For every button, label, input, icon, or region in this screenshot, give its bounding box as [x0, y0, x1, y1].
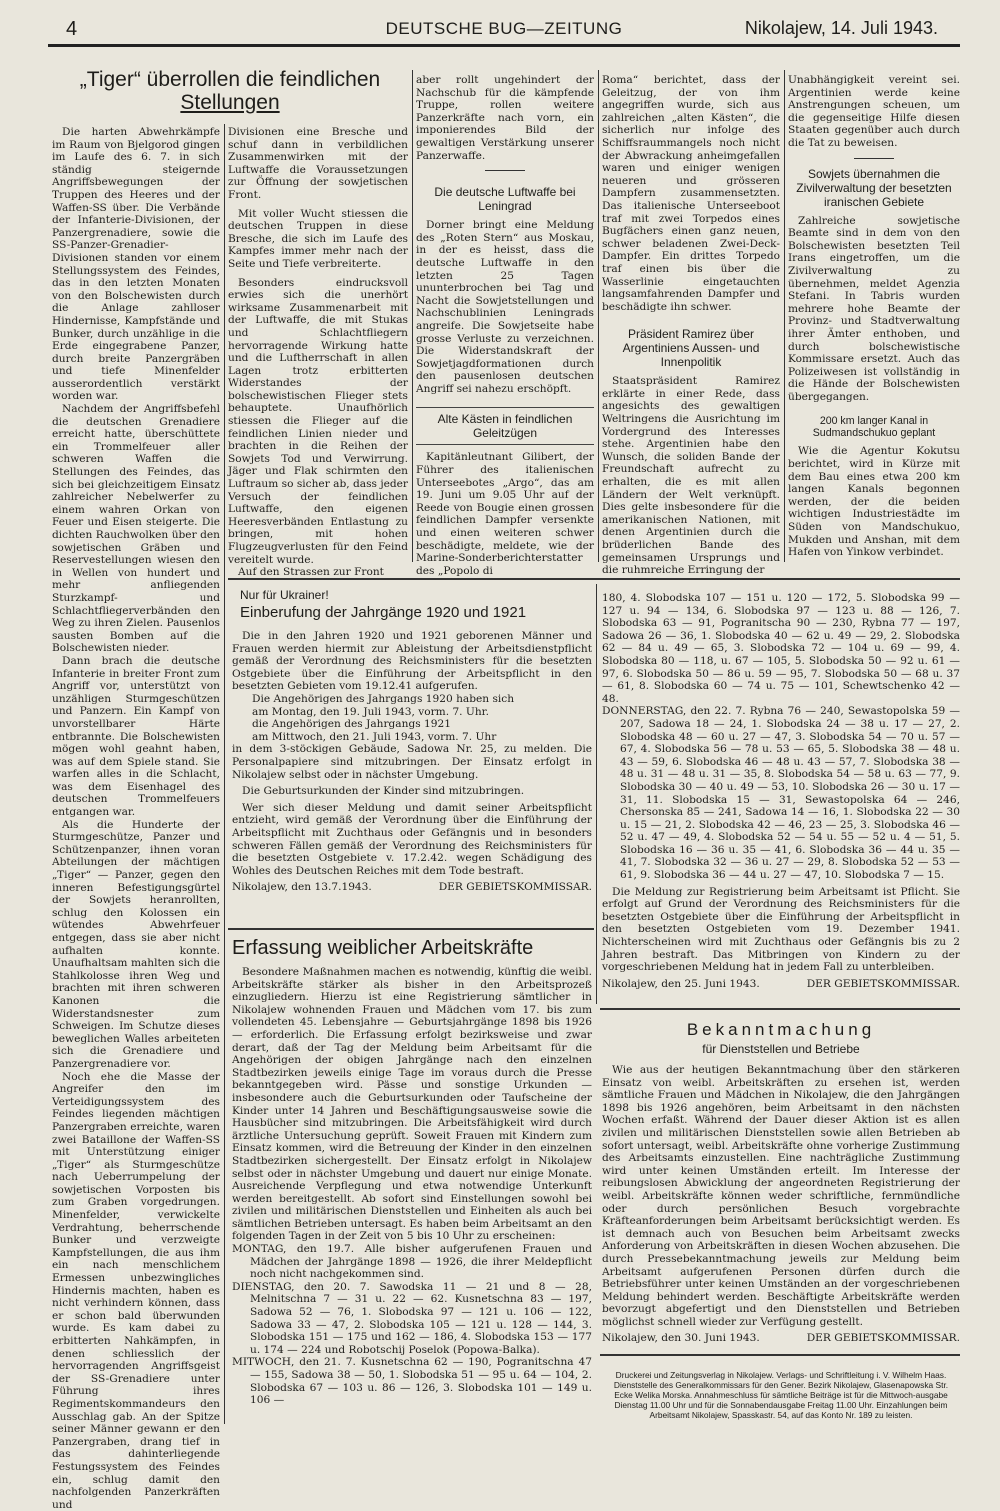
einberufung-text: Die Angehörigen des Jahrgangs 1920 haben sich [252, 692, 515, 705]
dateline: Nikolajew, 14. Juli 1943. [744, 18, 938, 38]
kanal-headline: 200 km langer Kanal in Sudmandschukuo geplant [812, 415, 936, 440]
column-five [788, 74, 960, 562]
bekanntmachung-signature-block [602, 1332, 960, 1344]
argo-end-paragraph: Roma“ berichtet, dass der Geleitzug, der von ihm angegriffen wurde, sich aus zahlreichen „alten Kästen“, die sicherlich nur infolge des Schiffsraummangels noch nicht der Abwrackung anheimgefallen waren und einiger wenigen neueren und grösseren Dampfern zusammensetzten. Das italienische Unterseeboot traf mit zwei Torpedos eines Bugfächers einen ganz neuen, schwer beladenen Zwei-Deck-Dampfer. Ein drittes Torpedo traf einen bis über die Wasserlinie eingetauchten langsamfahrenden Dampfer und beschädigte ihn schwer. [602, 74, 780, 313]
einberufung-text: in dem 3-stöckigen Gebäude, Sadowa Nr. 25, zu melden. Die Personalpapiere sind mitzubringen. Der Einsatz erfolgt in Nikolajew selbst oder in nächster Umgebung. [232, 743, 592, 781]
erfassung-notice [232, 936, 592, 1426]
masthead [48, 16, 960, 42]
tiger-paragraph: Divisionen eine Bresche und schuf dann in verbildlichen Zusammenwirken mit der Luftwaffe die Voraussetzungen zur Öffnung der sowjetischen Front. [228, 126, 408, 201]
einberufung-kicker: Nur für Ukrainer! [240, 588, 329, 602]
signature: DER GEBIETSKOMMISSAR. [806, 977, 960, 990]
section-rule [600, 1008, 960, 1010]
column-three [416, 74, 594, 577]
erfassung-text: Besondere Maßnahmen machen es notwendig, künftig die weibl. Arbeitskräfte stärker als bisher in den Arbeitsprozeß einzugliedern. Hierzu ist eine Registrierung sämtlicher in Nikolajew wohnenden Frauen und Mädchen vom 17. bis zum vollendeten 45. Lebensjahre — Geburtsjahrgänge 1898 bis 1926 — erforderlich. Die Erfassung erfolgt bezirksweise und zwar derart, daß der Tag der Meldung beim Arbeitsamt für die Angehörigen der obigen Jahrgänge nach den einzelnen Stadtbezirken jeweils einige Tage im voraus durch die Presse bekanntgegeben wird. Pässe und sonstige Urkunden — insbesondere auch die Geburtsurkunden oder Taufscheine der Kinder unter 14 Jahren und Beschäftigungsausweise sowie die Hausbücher sind mitzubringen. Die Arbeitsfähigkeit wird durch ärztliche Untersuchung geprüft. Soweit Frauen mit Kindern zum Einsatz kommen, wird die Betreuung der Kinder in den einzelnen Stadtbezirken sichergestellt. Der Einsatz erfolgt in Nikolajew selbst oder in nächster Umgebung und dauert nur einige Monate. Ausreichende Verpflegung und etwa notwendige Unterkunft werden bereitgestellt. Ab sofort sind Einstellungen sowohl bei zivilen und militärischen Dienststellen und Einheiten als auch bei sämtlichen Betrieben untersagt. Es haben beim Arbeitsamt an den folgenden Tagen in der Zeit von 5 bis 10 Uhr zu erscheinen: [232, 966, 592, 1243]
tiger-paragraph: Mit voller Wucht stiessen die deutschen Truppen in diese Bresche, die sich im Laufe des Kampfes immer mehr nach der Seite und Tiefe verbreiterte. [228, 207, 408, 270]
imprint-text: Druckerei und Zeitungsverlag in Nikolajew. Verlags- und Schriftleitung i. V. Wilhelm Haas. Dienststelle des Generalkommissars für den Gener. Bezirk Nikolajew, Glasenapowska Str. Ecke Welika Morska. Annahmeschluss für sämtliche Beiträge ist für die Mittwoch-ausgabe Dienstag 11.00 Uhr und für die Sonnabendausgabe Freitag 11.00 Uhr. Einzahlungen beim Arbeitsamt Nikolajew, Spasskastr. 54, auf das Konto Nr. 189 zu leisten. [613, 1370, 949, 1421]
separator [854, 158, 894, 159]
place-date: Nikolajew, den 30. Juni 1943. [602, 1332, 760, 1345]
tiger-paragraph: Die harten Abwehrkämpfe im Raum von Bjelgorod gingen im Laufe des 6. 7. in sich ständig steigernde Angriffsbewegungen der Truppen des Heeres und der Waffen-SS über. Die Verbände der Infanterie-Divisionen, der Panzergrenadiere, sowie die SS-Panzer-Grenadier-Divisionen standen vor einem Stellungssystem des Feindes, das in den letzten Monaten von den Bolschewisten durch die Anlage zahlloser Hindernisse, Kampfstände und Bunker, durch unzählige in die Erde eingegrabene Panzer, durch breite Panzergräben und tiefe Minenfelder ausserordentlich verstärkt worden war. [52, 126, 220, 403]
einberufung-text: Die Geburtsurkunden der Kinder sind mitzubringen. [242, 785, 525, 798]
place-date: Nikolajew, den 25. Juni 1943. [602, 977, 760, 990]
einberufung-text: die Angehörigen des Jahrgangs 1921 [252, 718, 451, 731]
tiger-end-paragraph: aber rollt ungehindert der Nachschub für die kämpfende Truppe, rollen weitere Panzerkräfte nach vorn, ein imponierendes Bild der gewaltigen Verstärkung unserer Panzerwaffe. [416, 74, 594, 162]
tiger-headline [52, 68, 408, 122]
tiger-paragraph: Nachdem der Angriffsbefehl die deutschen Grenadiere erreicht hatte, überschüttete ein Trommelfeuer aller schweren Waffen die Stellungen des Feindes, das sich bei gleichzeitigem Einsatz zahlreicher Nebelwerfer zu einem wahren Orkan von Feuer und Eisen steigerte. Die dichten Rauchwolken über den sowjetischen Gräben und Reservestellungen wiesen den in Wellen von hundert und mehr anfliegenden Sturzkampf- und Schlachtfliegerverbänden den Weg zu ihren Zielen. Pausenlos sausten Bomben auf die Bolschewisten nieder. [52, 403, 220, 655]
kaesten-text: Kapitänleutnant Gilibert, der Führer des italienischen Unterseebotes „Argo“, das am 19. Juni um 9.05 Uhr auf der Reede von Bougie einen grossen feindlichen Dampfer versenkte und einen weiteren schwer beschädigte, meldete, wie der Marine-Sonderberichterstatter des „Popolo di [416, 451, 594, 577]
masthead-rule [48, 44, 960, 47]
iran-headline: Sowjets übernahmen die Zivilverwaltung der besetzten iranischen Gebiete [796, 166, 952, 209]
column-divider [224, 124, 225, 1424]
separator [485, 170, 525, 171]
tiger-paragraph: Besonders eindrucksvoll erwies sich die unerhört wirksame Zusammenarbeit mit der Luftwaffe, die mit Stukas und Schlachtfliegern hervorragende Wirkung hatte und die Luftherrschaft in allen Lagen trotz erbitterten Widerstandes der bolschewistischen Flieger stets behauptete. Unaufhörlich stiessen die Flieger auf die feindlichen Linien nieder und brachten in die Reihen der Sowjets Tod und Verwirrung. Jäger und Flak schirmten den Luftraum so sicher ab, dass jeder Versuch der feindlichen Luftwaffe, den eigenen Heeresverbänden Entlastung zu bringen, mit hohen Flugzeugverlusten für den Feind vereitelt wurde. [228, 276, 408, 566]
column-divider [598, 70, 599, 562]
bekanntmachung-notice [602, 1020, 960, 1346]
einberufung-signature-block [232, 881, 592, 893]
einberufung-title: Einberufung der Jahrgänge 1920 und 1921 [240, 604, 527, 621]
einberufung-text: am Montag, den 19. Juli 1943, vorm. 7. Uhr. [252, 705, 489, 718]
erfassung-montag: MONTAG, den 19.7. Alle bisher aufgerufenen Frauen und Mädchen der Jahrgänge 1898 — 1926, die ihrer Meldepflicht noch nicht nachgekommen sind. [232, 1243, 592, 1281]
einberufung-notice [232, 588, 592, 924]
tiger-continued-column [228, 126, 408, 579]
erfassung-mittwoch: MITWOCH, den 21. 7. Kusnetschna 62 — 190, Pogranitschna 47 — 155, Sadowa 38 — 50, 1. Slobodska 51 — 95 u. 64 — 104, 2. Slobodska 67 — 103 u. 86 — 126, 3. Slobodska 101 — 149 u. 106 — [232, 1356, 592, 1407]
schedule-signature-block [602, 978, 960, 990]
ramirez-text: Staatspräsident Ramirez erklärte in einer Rede, dass angesichts des gewaltigen Weltringens die Ausrichtung im Vordergrund des Interesses stehe. Argentinien habe den Wunsch, die soliden Bande der Freundschaft aufrecht zu erhalten, die es mit allen Ländern der Welt verknüpft. Dies gelte insbesondere für die amerikanischen Nationen, mit denen Argentinien durch die brüderlichen Bande des gemeinsamen Ursprungs und die ruhmreiche Erringung der [602, 375, 780, 577]
schedule-donnerstag: DONNERSTAG, den 22. 7. Rybna 76 — 240, Sewastopolska 59 — 207, Sadowa 18 — 24, 1. Slobodska 24 — 38 u. 17 — 27, 2. Slobodska 48 — 60 u. 27 — 47, 3. Slobodska 54 — 70 u. 57 — 67, 4. Slobodska 56 — 78 u. 53 — 65, 5. Slobodska 38 — 48 u. 43 — 59, 6. Slobodska 46 — 48 u. 43 — 57, 7. Slobodska 38 — 48 u. 31 — 48 u. 31 — 35, 8. Slobodska 54 — 58 u. 63 — 77, 9. Slobodska 30 — 40 u. 49 — 53, 10. Slobodska 26 — 30 u. 17 — 31, 11. Slobodska 15 — 31, Sewastopolska 64 — 246, Chersonska 85 — 241, Sadowa 14 — 16, 1. Slobodska 22 — 30 u. 15 — 21, 2. Slobodska 42 — 46, 23 — 25, 3. Slobodska 46 — 52 u. 47 — 49, 4. Slobodska 52 — 54 u. 55 — 52 u. 4 — 51, 5. Slobodska 16 — 36 u. 35 — 41, 6. Slobodska 36 — 44 u. 35 — 41, 7. Slobodska 32 — 36 u. 27 — 29, 8. Slobodska 52 — 53 — 61, 9. Slobodska 36 — 44 u. 27 — 47, 10. Slobodska 7 — 15. [602, 705, 960, 882]
tiger-paragraph: Auf den Strassen zur Front [238, 566, 384, 579]
column-divider [784, 70, 785, 562]
luftwaffe-text: Dorner bringt eine Meldung des „Roten Stern“ aus Moskau, in der es heisst, dass die deutsche Luftwaffe in den letzten 25 Tagen ununterbrochen bei Tag und Nacht die Sowjetstellungen und Nachschublinien Leningrads angreife. Die Sowjetseite habe grosse Verluste zu verzeichnen. Die Widerstandskraft der Sowjetjagdformationen durch den pausenlosen deutschen Angriff sei nahezu erschöpft. [416, 219, 594, 395]
bekanntmachung-title: Bekanntmachung [686, 1020, 876, 1039]
tiger-title-line2: Stellungen [180, 91, 280, 114]
tiger-paragraph: Als die Hunderte der Sturmgeschütze, Panzer und Schützenpanzer, ihnen voran Abteilungen der mächtigen „Tiger“ — Panzer, gegen den inneren Befestigungsgürtel der Sowjets heranrollten, schlug den Kolossen ein wütendes Abwehrfeuer entgegen, dass sie aber nicht aufhalten konnte. Unaufhaltsam mahlten sich die Stahlkolosse ihren Weg und brachten mit ihren schweren Kanonen die Widerstandsnester zum Schweigen. Im Schutze dieses beweglichen Walles arbeiteten sich die Grenadiere und Panzergrenadiere vor. [52, 818, 220, 1070]
column-divider [596, 584, 597, 1004]
erfassung-title: Erfassung weiblicher Arbeitskräfte [232, 937, 534, 959]
tiger-paragraph: Dann brach die deutsche Infanterie in breiter Front zum Angriff vor, unterstützt von unzähligen Sturmgeschützen und Panzern. Ein Kampf von unvorstellbarer Härte entbrannte. Die Bolschewisten mögen wohl geahnt haben, was auf dem Spiele stand. Sie warfen alles in die Schlacht, was dem Eisenhagel des deutschen Trommelfeuers entgangen war. [52, 654, 220, 819]
imprint [604, 1362, 958, 1434]
ramirez-end-paragraph: Unabhängigkeit vereint sei. Argentinien werde keine Anstrengungen scheuen, um die gegenseitige Hilfe diesen Staaten gegenüber auch durch die Tat zu beweisen. [788, 74, 960, 149]
section-rule [228, 578, 960, 580]
tiger-paragraph: Noch ehe die Masse der Angreifer den im Verteidigungssystem des Feindes liegenden mächtigen Panzergraben erreichte, waren zwei Bataillone der Waffen-SS mit Unterstützung einiger „Tiger“ als Sturmgeschütze nach Ueberrumpelung der sowjetischen Vorposten bis zum Graben vorgedrungen. Minenfelder, verwickelte Verdrahtung, beherrschende Bunker und verzweigte Kampfstellungen, die aus ihm ein nach menschlichem Ermessen unbezwingliches Hindernis machten, haben es nicht verhindern können, dass er schon bald überwunden wurde. Es kam dabei zu erbitterten Nahkämpfen, in denen schliesslich der hervorragenden Angriffsgeist der SS-Grenadiere unter Führung ihres Regimentskommandeurs den Ausschlag gab. An der Spitze seiner Männer gewann er den Panzergraben, drang tief in das dahinterliegende Festungssystem des Feindes ein, schlug damit den nachfolgenden Panzerkräften und [52, 1070, 220, 1511]
bekanntmachung-text: Wie aus der heutigen Bekanntmachung über den stärkeren Einsatz von weibl. Arbeitskräften zu ersehen ist, werden sämtliche Frauen und Mädchen in Nikolajew, die den Jahrgängen 1898 bis 1926 angehören, beim Arbeitsamt in den nächsten Wochen erfaßt. Während der Dauer dieser Aktion ist es allen zivilen und militärischen Dienststellen sowie allen Betrieben ab sofort untersagt, weibl. Arbeitskräfte ohne vorherige Zustimmung des Arbeitsamts einzustellen. Eine nachträgliche Zustimmung wird unter keinen Umständen erteilt. Im Interesse der reibungslosen Abwicklung der angeordneten Registrierung der weibl. Arbeitskräfte können weder schriftliche, fernmündliche oder durch persönlichen Besuch vorgebrachte Kräfteanforderungen beim Arbeitsamt berücksichtigt werden. Es ist demnach auch von Besuchen beim Arbeitsamt zwecks Anforderung von Arbeitskräften in diesen Wochen abzusehen. Die durch Pressebekanntmachung jeweils zur Meldung beim Arbeitsamt aufgerufenen Personen dürfen durch die Betriebsführer unter keinen Umständen an der vorgeschriebenen Meldung behindert werden. Beschäftigte Arbeitskräfte werden bevorzugt abgefertigt und den Dienststellen und Betrieben möglichst schnell wieder zur Verfügung gestellt. [602, 1064, 960, 1328]
signature: DER GEBIETSKOMMISSAR. [806, 1332, 960, 1345]
einberufung-text: Wer sich dieser Meldung und damit seiner Arbeitspflicht entzieht, wird gemäß der Verordnung über die Einführung der Arbeitspflicht mit Zuchthaus oder Gefängnis und in besonders schweren Fällen gemäß der Verordnung des Reichsministers für die besetzten Ostgebiete v. 17.2.42. wegen Schädigung des Wohles des Deutschen Reiches mit dem Tode bestraft. [232, 801, 592, 877]
signature: DER GEBIETSKOMMISSAR. [438, 881, 592, 894]
erfassung-dienstag: DIENSTAG, den 20. 7. Sawodska 11 — 21 und 8 — 28, Melnitschna 7 — 31 u. 22 — 62. Kusnetschna 83 — 197, Sadowa 52 — 76, 1. Slobodska 97 — 121 u. 106 — 122, Sadowa 33 — 47, 2. Slobodska 105 — 121 u. 128 — 144, 3. Slobodska 151 — 175 und 162 — 186, 4. Slobodska 153 — 177 u. 174 — 224 und Robotschij Poselok (Popowa-Balka). [232, 1280, 592, 1356]
einberufung-text: Die in den Jahren 1920 und 1921 geborenen Männer und Frauen werden hiermit zur Ableistung der Arbeitsdienstpflicht gemäß der Verordnung des Reichsministers für die besetzten Ostgebiete über die Einführung der Arbeitspflicht in den besetzten Gebieten vom 19.12.41 aufgerufen. [232, 630, 592, 693]
schedule-text: 180, 4. Slobodska 107 — 151 u. 120 — 172, 5. Slobodska 99 — 127 u. 94 — 134, 6. Slobodska 97 — 123 u. 88 — 126, 7. Slobodska 63 — 91, Pogranitscha 90 — 230, Rybna 77 — 197, Sadowa 26 — 36, 1. Slobodska 40 — 62 u. 49 — 29, 2. Slobodska 62 — 84 u. 49 — 65, 3. Slobodska 72 — 104 u. 69 — 99, 4. Slobodska 80 — 118, u. 67 — 105, 5. Slobodska 50 — 92 u. 61 — 97, 6. Slobodska 50 — 86 u. 59 — 95, 7. Slobodska 50 — 68 u. 37 — 61, 8. Slobodska 60 — 74 u. 75 — 101, Schewtschenko 42 — 48. [602, 592, 960, 705]
page-number: 4 [66, 18, 78, 40]
luftwaffe-headline: Die deutsche Luftwaffe bei Leningrad [434, 185, 576, 214]
kaesten-headline: Alte Kästen in feindlichen Geleitzügen [416, 407, 594, 445]
section-rule [228, 928, 594, 930]
column-divider [412, 70, 413, 562]
bekanntmachung-subtitle: für Dienststellen und Betriebe [702, 1042, 860, 1056]
registration-schedule [602, 592, 960, 1004]
tiger-article-column [52, 126, 220, 1511]
ramirez-headline: Präsident Ramirez über Argentiniens Aussen- und Innenpolitik [622, 327, 760, 370]
section-rule [600, 1354, 960, 1356]
paper-name: DEUTSCHE BUG—ZEITUNG [385, 19, 623, 38]
column-four [602, 74, 780, 577]
schedule-text: Die Meldung zur Registrierung beim Arbeitsamt ist Pflicht. Sie erfolgt auf Grund der Verordnung des Reichsministers für die besetzten Ostgebiete über die Einführung der Arbeitspflicht in den besetzten Ostgebieten vom 19. Dezember 1941. Nichterscheinen wird mit Zuchthaus oder Gefängnis bis zu 2 Jahren bestraft. Das Mitbringen von Kindern zu der vorgeschriebenen Meldung hat in jedem Fall zu unterbleiben. [602, 885, 960, 974]
place-date: Nikolajew, den 13.7.1943. [232, 881, 372, 894]
einberufung-text: am Mittwoch, den 21. Juli 1943, vorm. 7. Uhr [252, 730, 497, 743]
kanal-text: Wie die Agentur Kokutsu berichtet, wird in Kürze mit dem Bau eines etwa 200 km langen Kanals begonnen werden, der die beiden wichtigen Industriestädte im Süden von Mandschukuo, Mukden und Anshan, mit dem Hafen von Yinkow verbindet. [788, 445, 960, 559]
tiger-title-line1: „Tiger“ überrollen die feindlichen [79, 68, 381, 91]
iran-text: Zahlreiche sowjetische Beamte sind in dem von den Bolschewisten besetzten Teil Irans eingetroffen, um die Zivilverwaltung zu übernehmen, meldet Agenzia Stefani. In Tabris wurden mehrere hohe Beamte der Provinz- und Stadtverwaltung ihrer Ämter enthoben, und durch bolschewistische Kommissare ersetzt. Auch das Polizeiwesen ist vollständig in die Hände der Bolschewisten übergegangen. [788, 214, 960, 403]
